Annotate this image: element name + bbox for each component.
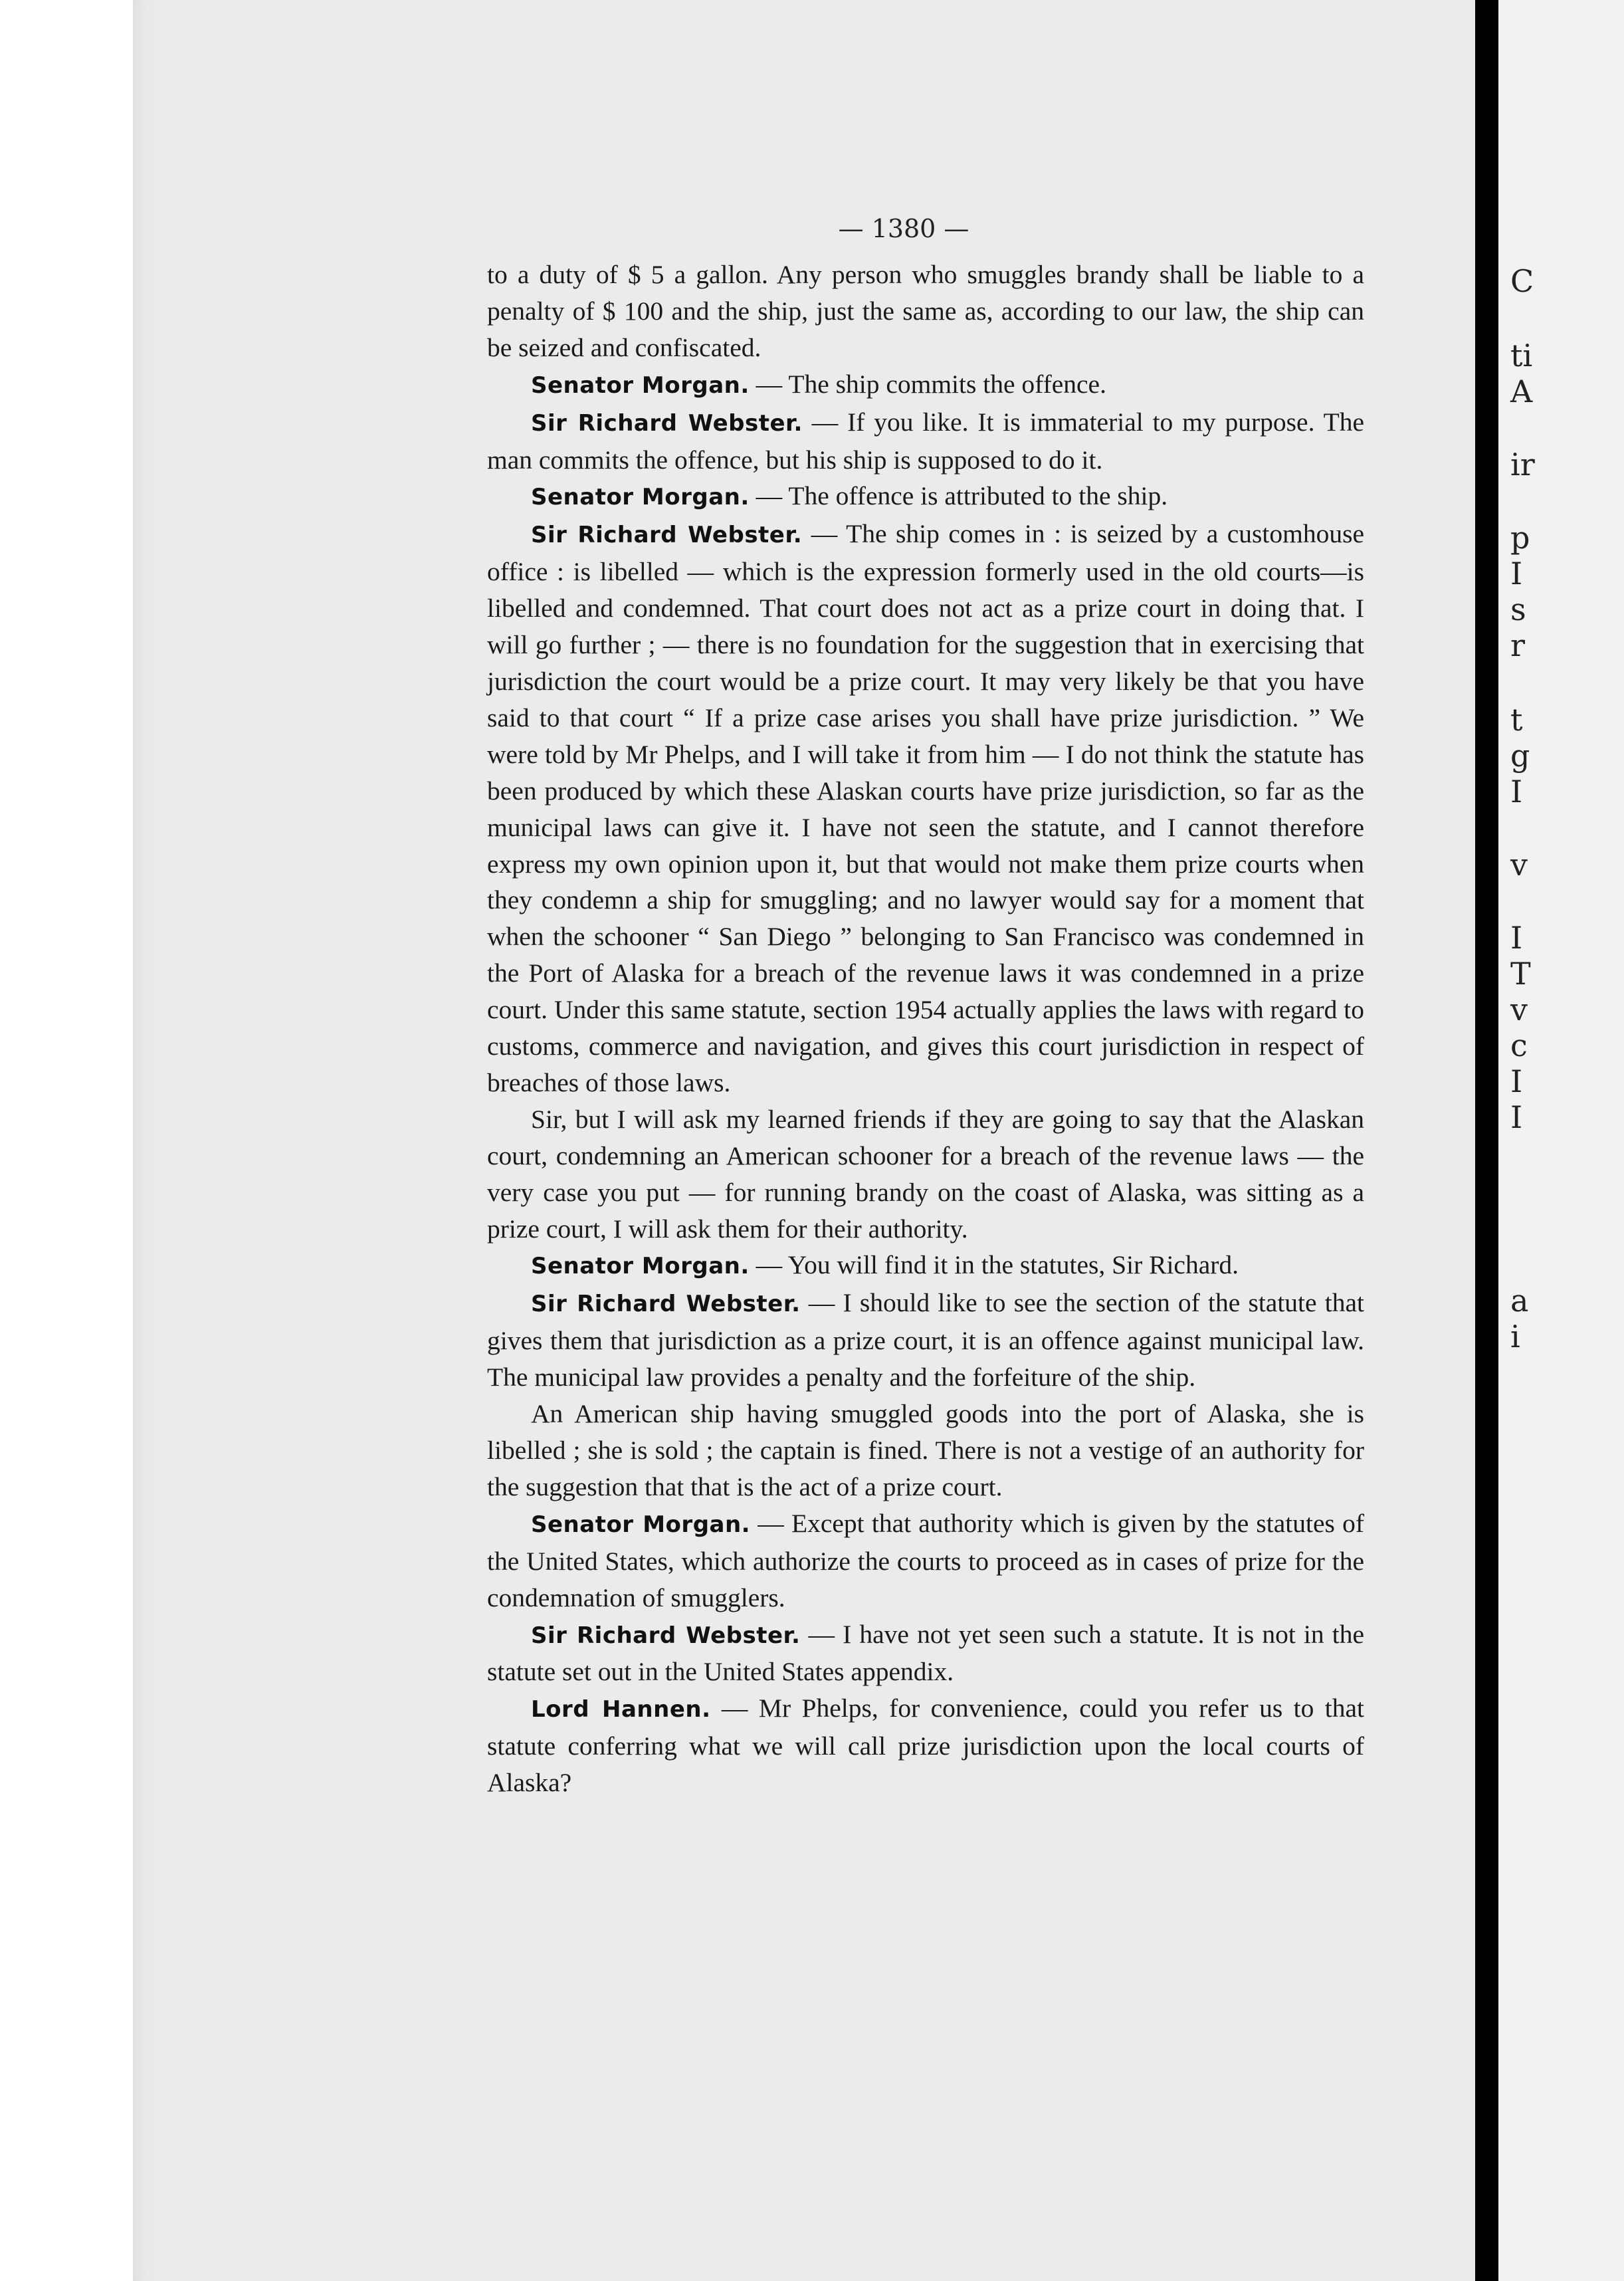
paragraph-text: — I should like to see the section of the statute that gives them that jurisdiction as a prize court, it is an offence against municipal law. The municipal law provides a penalty and the forfeiture of the ship. bbox=[487, 1288, 1364, 1392]
page-number: — 1380 — bbox=[838, 214, 969, 243]
speaker-name: Lord Hannen. bbox=[531, 1696, 711, 1723]
speaker-name: Sir Richard Webster. bbox=[531, 1291, 801, 1318]
paragraph bbox=[487, 1690, 1364, 1801]
facing-page-fragment: A bbox=[1510, 374, 1533, 409]
scan-margin-left bbox=[0, 0, 133, 2281]
paragraph bbox=[487, 1396, 1364, 1505]
paragraph bbox=[487, 1101, 1364, 1248]
paragraph-text: — The ship commits the offence. bbox=[756, 369, 1106, 399]
paragraph bbox=[487, 516, 1364, 1101]
paragraph-text: An American ship having smuggled goods into the port of Alaska, she is libelled ; she is sold ; the captain is fined. There is not a vestige of an authority for the suggestion that that is the act of a prize court. bbox=[487, 1399, 1364, 1501]
facing-page-fragment: r bbox=[1510, 627, 1525, 663]
speaker-name: Sir Richard Webster. bbox=[531, 409, 803, 437]
facing-page-fragment: I bbox=[1510, 1099, 1523, 1135]
facing-page-edge bbox=[1498, 0, 1624, 2281]
facing-page-fragment: g bbox=[1510, 738, 1530, 774]
facing-page-fragment: t bbox=[1510, 702, 1523, 738]
paragraph-text: — Mr Phelps, for convenience, could you refer us to that statute conferring what we will call prize jurisdiction upon the local courts of Alaska? bbox=[487, 1693, 1364, 1798]
speaker-name: Senator Morgan. bbox=[531, 484, 750, 511]
speaker-name: Senator Morgan. bbox=[531, 1511, 751, 1538]
paragraph bbox=[487, 257, 1364, 366]
facing-page-fragment: v bbox=[1510, 847, 1528, 883]
paragraph-text: to a duty of $ 5 a gallon. Any person who smuggles brandy shall be liable to a penalty of $ 100 and the ship, just the same as, according to our law, the ship can be seized and confiscated. bbox=[487, 260, 1364, 362]
paragraph-text: — You will find it in the statutes, Sir Richard. bbox=[756, 1250, 1239, 1280]
facing-page-fragment: C bbox=[1510, 263, 1534, 299]
facing-page-fragment: I bbox=[1510, 920, 1523, 956]
paragraph-text: — The offence is attributed to the ship. bbox=[756, 481, 1168, 511]
paragraph-text: — I have not yet seen such a statute. It is not in the statute set out in the United States appendix. bbox=[487, 1619, 1365, 1687]
paragraph-text: — The ship comes in : is seized by a customhouse office : is libelled — which is the expression formerly used in the old courts—is libelled and condemned. That court does not act as a prize court in doing that. I will go further ; — there is no foundation for the suggestion that in exercising that jurisdiction the court would be a prize court. It may very likely be that you have said to that court “ If a prize case arises you shall have prize jurisdiction. ” We were told by Mr Phelps, and I will take it from him — I do not think the statute has been produced by which these Alaskan courts have prize jurisdiction, so far as the municipal laws can give it. I have not seen the statute, and I cannot therefore express my own opinion upon it, but that would not make them prize courts when they condemn a ship for smuggling; and no lawyer would say for a moment that when the schooner “ San Diego ” belonging to San Francisco was condemned in the Port of Alaska for a breach of the revenue laws it was condemned in a prize court. Under this same statute, section 1954 actually applies the laws with regard to customs, commerce and navigation, and gives this court jurisdiction in respect of breaches of those laws. bbox=[487, 519, 1365, 1097]
paragraph-text: — Except that authority which is given by the statutes of the United States, which authorize the courts to proceed as in cases of prize for the condemnation of smugglers. bbox=[487, 1508, 1364, 1612]
facing-page-fragment: s bbox=[1510, 592, 1526, 627]
page-body bbox=[487, 257, 1364, 1801]
facing-page-fragment: a bbox=[1510, 1283, 1529, 1319]
paragraph bbox=[487, 1247, 1364, 1285]
speaker-name: Sir Richard Webster. bbox=[531, 522, 803, 549]
facing-page-fragment: i bbox=[1510, 1319, 1520, 1355]
paragraph-text: — If you like. It is immaterial to my purpose. The man commits the offence, but his ship is supposed to do it. bbox=[487, 407, 1365, 475]
speaker-name: Senator Morgan. bbox=[531, 372, 750, 399]
facing-page-fragment: T bbox=[1510, 956, 1531, 992]
facing-page-fragment: ir bbox=[1510, 447, 1535, 483]
facing-page-fragment: p bbox=[1510, 520, 1530, 556]
facing-page-fragment: I bbox=[1510, 556, 1523, 592]
speaker-name: Senator Morgan. bbox=[531, 1253, 750, 1280]
paragraph bbox=[487, 1285, 1364, 1396]
facing-page-fragment: ti bbox=[1510, 338, 1533, 374]
facing-page-fragment: v bbox=[1510, 992, 1528, 1028]
paragraph bbox=[487, 404, 1364, 479]
facing-page-fragment: I bbox=[1510, 1063, 1523, 1099]
speaker-name: Sir Richard Webster. bbox=[531, 1622, 801, 1649]
facing-page-fragment: c bbox=[1510, 1028, 1528, 1063]
paragraph-text: Sir, but I will ask my learned friends if they are going to say that the Alaskan court, condemning an American schooner for a breach of the revenue laws — the very case you put — for running brandy on the coast of Alaska, was sitting as a prize court, I will ask them for their authority. bbox=[487, 1104, 1364, 1244]
paragraph bbox=[487, 366, 1364, 404]
facing-page-fragment: I bbox=[1510, 774, 1523, 810]
paragraph bbox=[487, 478, 1364, 516]
paragraph bbox=[487, 1505, 1364, 1616]
paragraph bbox=[487, 1616, 1364, 1691]
